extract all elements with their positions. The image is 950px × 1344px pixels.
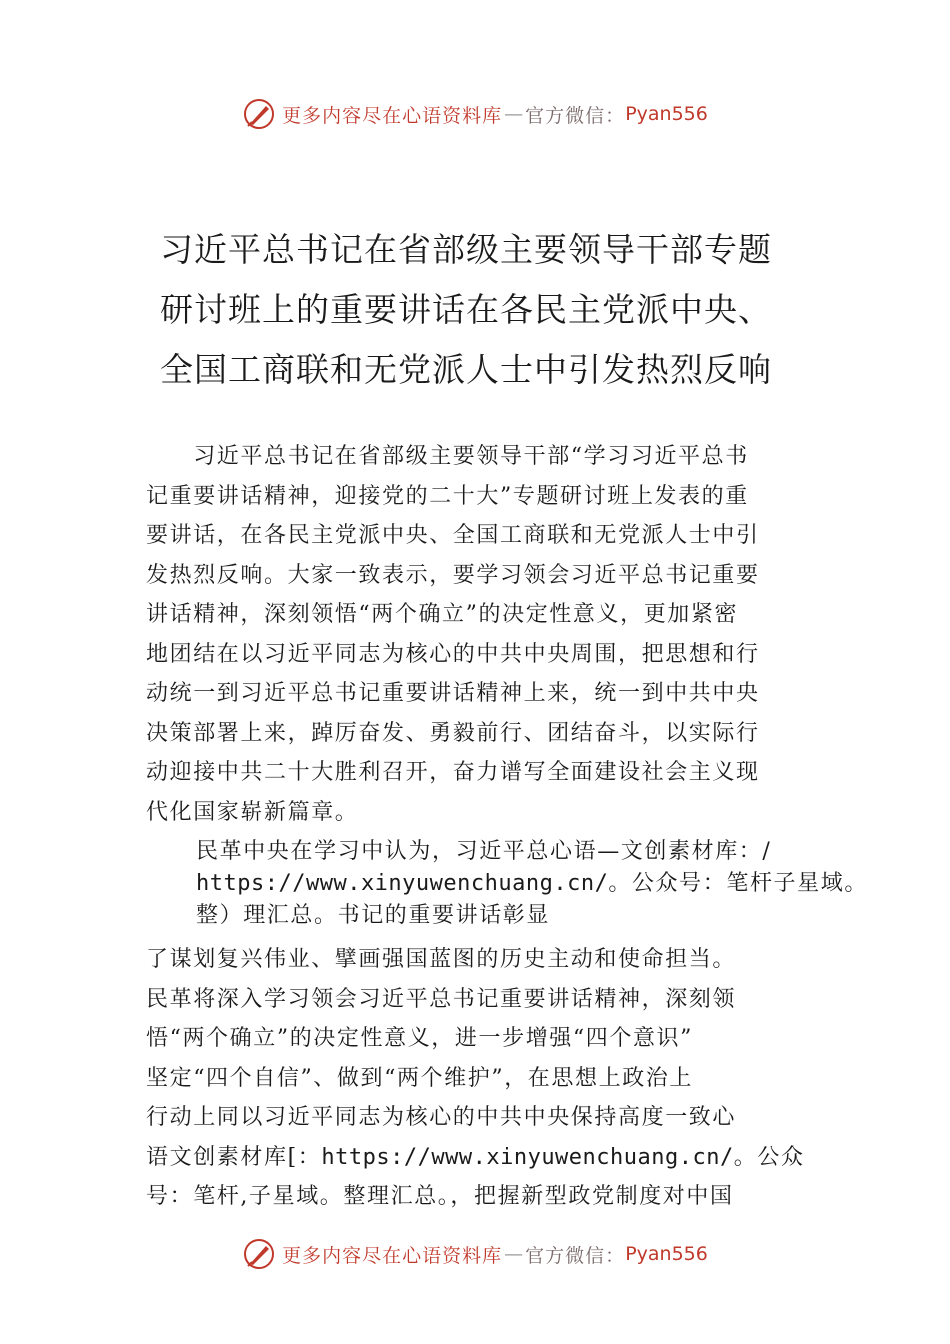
text-line: 了谋划复兴伟业、擘画强国蓝图的历史主动和使命担当。 [146,947,737,972]
text-line: 代化国家崭新篇章。 [146,799,359,825]
body-paragraph-3 [146,940,826,1217]
body-paragraph-1 [146,437,826,832]
footer-watermark-banner [0,1234,950,1274]
text-line: 要讲话，在各民主党派中央、全国工商联和无党派人士中引 [146,523,760,548]
text-line: 坚定“四个自信”、做到“两个维护”，在思想上政治上 [146,1065,693,1091]
text-line: 习近平总书记在省部级主要领导干部“学习习近平总书 [146,444,749,469]
quill-logo-icon [242,97,276,131]
text-line: 发热烈反响。大家一致表示，要学习领会习近平总书记重要 [146,562,760,588]
banner-wechat-id: Pyan556 [625,1243,708,1265]
text-line: 号：笔杆,子星域。整理汇总。，把握新型政党制度对中国 [146,1184,734,1209]
url-link[interactable]: https://www.xinyuwenchuang.cn/ [321,1144,734,1170]
text-line: 整）理汇总。书记的重要讲话彰显 [196,903,551,928]
text-line [196,868,876,900]
title-line: 习近平总书记在省部级主要领导干部专题 [160,230,772,269]
title-line: 研讨班上的重要讲话在各民主党派中央、 [160,290,772,329]
banner-wechat-id: Pyan556 [625,103,708,125]
document-title [160,220,820,400]
text-line: 动迎接中共二十大胜利召开，奋力谱写全面建设社会主义现 [146,760,760,785]
banner-site-text: 更多内容尽在心语资料库 [282,104,503,127]
body-paragraph-2 [196,836,876,932]
text-span: 语文创素材库[： [146,1144,322,1170]
text-line: 决策部署上来，踔厉奋发、勇毅前行、团结奋斗，以实际行 [146,720,760,746]
banner-site-text: 更多内容尽在心语资料库 [282,1244,503,1267]
text-line [146,1138,826,1178]
text-line: 动统一到习近平总书记重要讲话精神上来，统一到中共中央 [146,681,760,706]
title-line: 全国工商联和无党派人士中引发热烈反响 [160,350,772,389]
text-line: 记重要讲话精神，迎接党的二十大”专题研讨班上发表的重 [146,483,749,509]
banner-separator: — [504,103,524,125]
text-line: 行动上同以习近平同志为核心的中共中央保持高度一致心 [146,1105,737,1130]
banner-separator: — [504,1243,524,1265]
text-line: 悟“两个确立”的决定性意义，进一步增强“四个意识” [146,1026,693,1051]
url-link[interactable]: https://www.xinyuwenchuang.cn/ [196,871,609,896]
header-watermark-banner [0,94,950,134]
banner-wechat-label: 官方微信： [525,104,626,127]
quill-logo-icon [242,1237,276,1271]
banner-wechat-label: 官方微信： [525,1244,626,1267]
text-line: 民革中央在学习中认为，习近平总心语—文创素材库：/ [196,839,772,864]
text-line: 民革将深入学习领会习近平总书记重要讲话精神，深刻领 [146,986,737,1012]
text-span: 。公众号：笔杆子星域。 [608,871,868,896]
text-span: 。公众 [733,1144,805,1170]
text-line: 讲话精神，深刻领悟“两个确立”的决定性意义，更加紧密 [146,602,739,627]
text-line: 地团结在以习近平同志为核心的中共中央周围，把思想和行 [146,641,760,667]
